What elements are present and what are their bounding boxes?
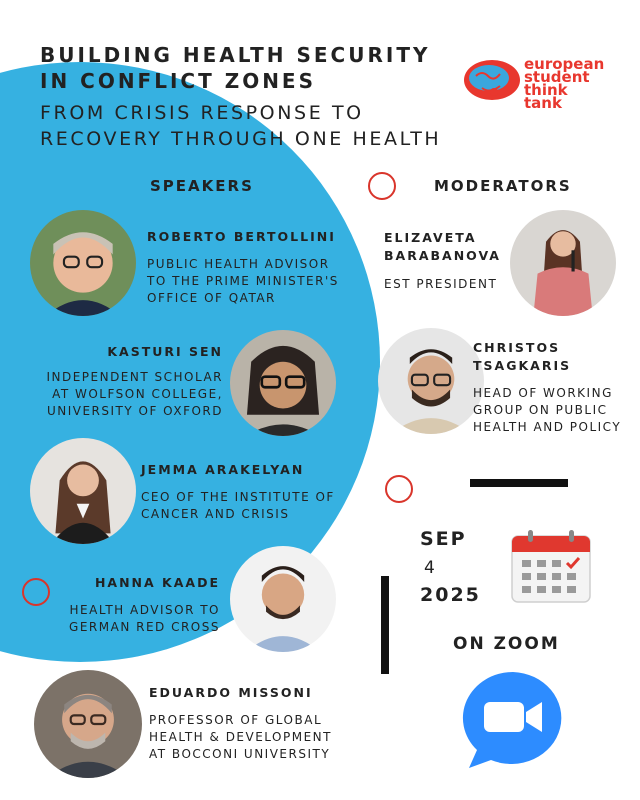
speaker-role: HEALTH ADVISOR TO GERMAN RED CROSS xyxy=(69,603,220,634)
speaker-role: CEO OF THE INSTITUTE OF CANCER AND CRISIS xyxy=(141,490,335,521)
decorative-bar xyxy=(470,479,568,487)
speaker-name: HANNA KAADE xyxy=(94,575,220,590)
speaker-photo-eduardo-missoni xyxy=(34,670,142,778)
event-title: BUILDING HEALTH SECURITY IN CONFLICT ZONES xyxy=(40,43,431,93)
speaker-card xyxy=(30,343,223,420)
speaker-role: PUBLIC HEALTH ADVISOR TO THE PRIME MINISTER'S OFFICE OF QATAR xyxy=(147,257,339,305)
speaker-name: KASTURI SEN xyxy=(107,344,223,359)
moderator-card xyxy=(473,339,621,436)
speaker-card xyxy=(147,228,339,307)
brain-logo-icon xyxy=(462,58,522,104)
speaker-card xyxy=(30,574,220,636)
moderator-name: CHRISTOS TSAGKARIS xyxy=(473,340,572,373)
zoom-icon xyxy=(458,668,568,768)
speaker-name: ROBERTO BERTOLLINI xyxy=(147,229,336,244)
moderator-photo-elizaveta-barabanova xyxy=(510,210,616,316)
platform-label: ON ZOOM xyxy=(453,634,560,654)
event-subtitle: FROM CRISIS RESPONSE TO RECOVERY THROUGH ONE HEALTH xyxy=(40,102,442,150)
moderator-role: EST PRESIDENT xyxy=(384,277,498,291)
decorative-ring xyxy=(368,172,396,200)
calendar-icon xyxy=(510,528,592,604)
speaker-role: INDEPENDENT SCHOLAR AT WOLFSON COLLEGE, UNIVERSITY OF OXFORD xyxy=(46,370,223,418)
speaker-photo-hanna-kaade xyxy=(230,546,336,652)
speaker-name: EDUARDO MISSONI xyxy=(149,685,313,700)
decorative-bar xyxy=(381,576,389,674)
moderator-role: HEAD OF WORKING GROUP ON PUBLIC HEALTH AND POLICY xyxy=(473,386,622,434)
moderator-photo-christos-tsagkaris xyxy=(378,328,484,434)
speaker-photo-kasturi-sen xyxy=(230,330,336,436)
speaker-photo-jemma-arakelyan xyxy=(30,438,136,544)
moderators-header: MODERATORS xyxy=(434,177,572,195)
moderator-name: ELIZAVETA BARABANOVA xyxy=(384,230,501,263)
speaker-name: JEMMA ARAKELYAN xyxy=(141,462,305,477)
speakers-header: SPEAKERS xyxy=(150,177,254,195)
speaker-role: PROFESSOR OF GLOBAL HEALTH & DEVELOPMENT AT BOCCONI UNIVERSITY xyxy=(149,713,332,761)
speaker-card xyxy=(149,684,332,763)
speaker-photo-roberto-bertollini xyxy=(30,210,136,316)
event-year: 2025 xyxy=(420,584,481,606)
decorative-ring xyxy=(385,475,413,503)
event-month: SEP xyxy=(420,528,467,550)
moderator-card xyxy=(384,229,501,293)
speaker-card xyxy=(141,461,335,523)
event-day: 4 xyxy=(424,558,435,578)
logo-wordmark: european student think tank xyxy=(524,55,605,112)
